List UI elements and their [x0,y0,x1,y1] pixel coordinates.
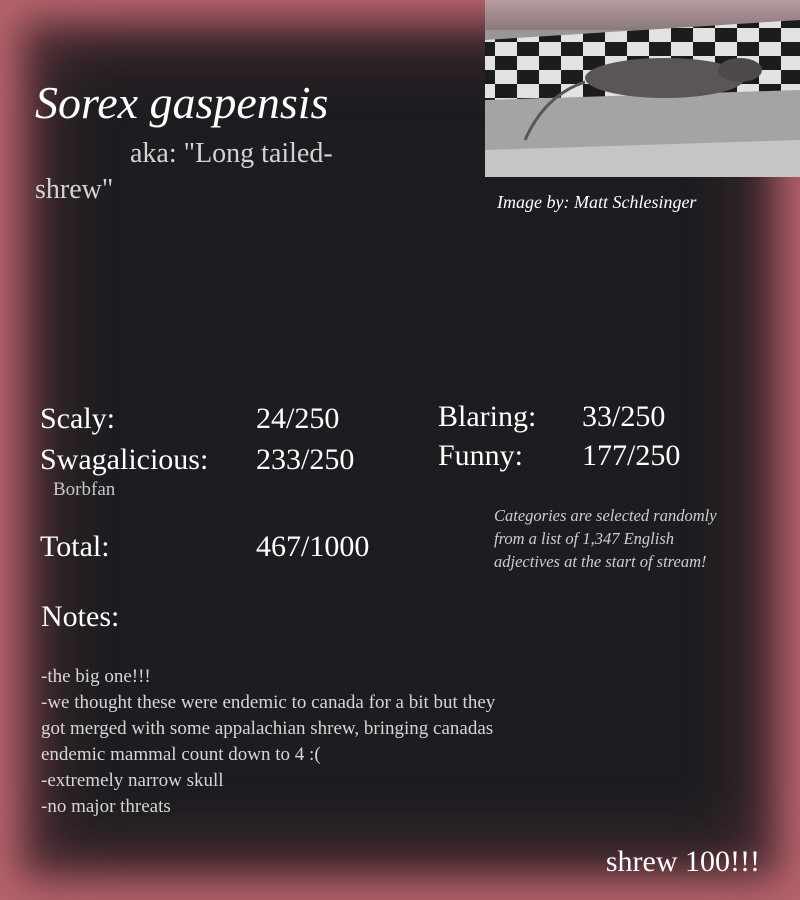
rating-sub-swagalicious: Borbfan [53,479,116,500]
image-credit: Image by: Matt Schlesinger [497,192,697,212]
rating-label-funny: Funny: [438,439,524,472]
footer-tagline: shrew 100!!! [605,845,760,878]
note-item: -we thought these were endemic to canada for a bit but they got merged with some appalachian shrew, bringing canadas endemic mammal count down to 4 :( [41,692,496,765]
rating-label-scaly: Scaly: [40,402,115,435]
rating-label-swagalicious: Swagalicious: [40,443,209,476]
rating-value-blaring: 33/250 [582,400,666,433]
notes-heading: Notes: [41,600,120,633]
shrew-photo-svg [485,0,800,177]
total-value: 467/1000 [256,530,370,563]
categories-note: Categories are selected randomly from a list of 1,347 English adjectives at the start of stream! [494,506,717,571]
rating-label-blaring: Blaring: [438,400,537,433]
rating-value-swagalicious: 233/250 [256,443,355,476]
species-name: Sorex gaspensis [35,77,329,128]
note-item: -no major threats [41,796,171,817]
total-label: Total: [40,530,110,563]
rating-value-funny: 177/250 [582,439,681,472]
rating-value-scaly: 24/250 [256,402,340,435]
note-item: -the big one!!! [41,666,151,687]
shrew-photo [485,0,800,177]
notes-list [41,664,521,820]
note-item: -extremely narrow skull [41,770,224,791]
common-name: aka: "Long tailed-shrew" [35,138,333,205]
